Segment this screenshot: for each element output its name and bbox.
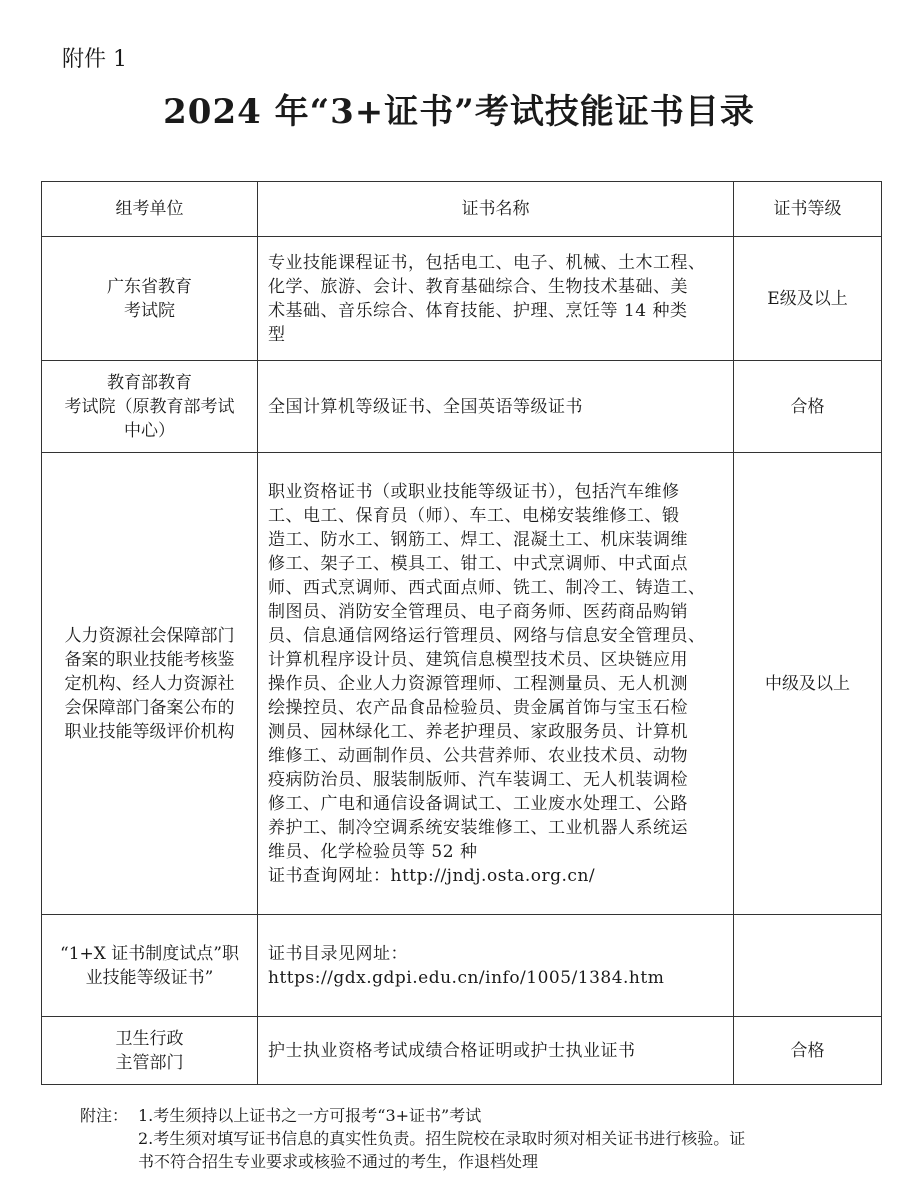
note-line: 2.考生须对填写证书信息的真实性负责。招生院校在录取时须对相关证书进行核验。证 (138, 1129, 746, 1148)
certificate-name-cell-line: 员、信息通信网络运行管理员、网络与信息安全管理员、 (268, 625, 706, 646)
certificate-name-cell-line: 化学、旅游、会计、教育基础综合、生物技术基础、美 (268, 276, 688, 297)
certificate-name-cell (258, 237, 734, 361)
certificate-name-cell-line: 维员、化学检验员等 52 种 (268, 841, 478, 862)
organizer-cell-line: “1+X 证书制度试点”职 (60, 943, 239, 964)
certificate-name-cell (258, 361, 734, 453)
certificate-level-cell: 中级及以上 (734, 453, 882, 915)
note-item (80, 1127, 858, 1173)
note-text (138, 1127, 858, 1173)
certificate-name-cell-line: 护士执业资格考试成绩合格证明或护士执业证书 (268, 1040, 636, 1061)
column-header-name: 证书名称 (258, 182, 734, 237)
organizer-cell-line: 考试院 (124, 300, 175, 321)
organizer-cell-line: 定机构、经人力资源社 (64, 673, 235, 694)
certificate-name-cell-line: 证书目录见网址： (268, 943, 408, 964)
column-header-level: 证书等级 (734, 182, 882, 237)
table-row (42, 1017, 882, 1085)
notes (80, 1104, 858, 1173)
certificate-level-cell: E级及以上 (734, 237, 882, 361)
certificate-name-cell (258, 1017, 734, 1085)
certificate-level-cell: 合格 (734, 361, 882, 453)
certificate-name-cell-line: 工、电工、保育员（师）、车工、电梯安装维修工、锻 (268, 505, 680, 526)
certificate-name-cell-line: 师、西式烹调师、西式面点师、铣工、制冷工、铸造工、 (268, 577, 706, 598)
organizer-cell (42, 237, 258, 361)
table-row (42, 237, 882, 361)
certificate-name-cell-line: 操作员、企业人力资源管理师、工程测量员、无人机测 (268, 673, 688, 694)
certificate-name-cell-line: 型 (268, 324, 286, 345)
certificate-name-cell-line: 造工、防水工、钢筋工、焊工、混凝土工、机床装调维 (268, 529, 688, 550)
table-row (42, 361, 882, 453)
certificate-name-cell-line: 制图员、消防安全管理员、电子商务师、医药商品购销 (268, 601, 688, 622)
organizer-cell (42, 915, 258, 1017)
certificate-name-cell-line: 绘操控员、农产品食品检验员、贵金属首饰与宝玉石检 (268, 697, 688, 718)
note-item (80, 1104, 858, 1127)
organizer-cell-line: 考试院（原教育部考试 (64, 396, 235, 417)
certificate-level-cell: 合格 (734, 1017, 882, 1085)
certificate-name-cell-line: https://gdx.gdpi.edu.cn/info/1005/1384.htm (268, 967, 665, 988)
certificate-name-cell-line: 维修工、动画制作员、公共营养师、农业技术员、动物 (268, 745, 688, 766)
organizer-cell (42, 1017, 258, 1085)
note-text: 1.考生须持以上证书之一方可报考“3+证书”考试 (138, 1106, 482, 1125)
organizer-cell-line: 广东省教育 (107, 276, 192, 297)
certificate-name-cell-line: 测员、园林绿化工、养老护理员、家政服务员、计算机 (268, 721, 688, 742)
organizer-cell-line: 会保障部门备案公布的 (64, 697, 235, 718)
certificate-name-cell-line: 专业技能课程证书，包括电工、电子、机械、土木工程、 (268, 252, 706, 273)
table-row (42, 915, 882, 1017)
certificate-level-cell (734, 915, 882, 1017)
certificate-name-cell-line: 术基础、音乐综合、体育技能、护理、烹饪等 14 种类 (268, 300, 688, 321)
organizer-cell-line: 业技能等级证书” (85, 967, 214, 988)
table-row (42, 453, 882, 915)
organizer-cell-line: 主管部门 (115, 1052, 184, 1073)
organizer-cell-line: 教育部教育 (107, 372, 192, 393)
certificate-name-cell-line: 疫病防治员、服装制版师、汽车装调工、无人机装调检 (268, 769, 688, 790)
column-header-unit: 组考单位 (42, 182, 258, 237)
organizer-cell-line: 备案的职业技能考核鉴 (64, 649, 235, 670)
table-header-row (42, 182, 882, 237)
organizer-cell-line: 人力资源社会保障部门 (64, 625, 235, 646)
page-title: 2024 年“3+证书”考试技能证书目录 (163, 92, 755, 132)
certificate-table (41, 181, 882, 1085)
certificate-name-cell-line: 计算机程序设计员、建筑信息模型技术员、区块链应用 (268, 649, 688, 670)
certificate-name-cell-line: 修工、广电和通信设备调试工、工业废水处理工、公路 (268, 793, 688, 814)
certificate-name-cell (258, 915, 734, 1017)
notes-lead: 附注： (80, 1106, 129, 1125)
certificate-name-cell-line: 修工、架子工、模具工、钳工、中式烹调师、中式面点 (268, 553, 688, 574)
certificate-name-cell (258, 453, 734, 915)
organizer-cell (42, 361, 258, 453)
certificate-name-cell-line: 养护工、制冷空调系统安装维修工、工业机器人系统运 (268, 817, 688, 838)
attachment-label: 附件 1 (62, 47, 127, 72)
organizer-cell-line: 卫生行政 (115, 1028, 184, 1049)
organizer-cell-line: 职业技能等级评价机构 (64, 721, 235, 742)
certificate-name-cell-line: 全国计算机等级证书、全国英语等级证书 (268, 396, 583, 417)
note-line: 书不符合招生专业要求或核验不通过的考生，作退档处理 (138, 1152, 539, 1171)
organizer-cell-line: 中心） (124, 420, 175, 441)
certificate-name-cell-line: 职业资格证书（或职业技能等级证书），包括汽车维修 (268, 481, 680, 502)
organizer-cell (42, 453, 258, 915)
certificate-name-cell-line: 证书查询网址：http://jndj.osta.org.cn/ (268, 865, 596, 886)
